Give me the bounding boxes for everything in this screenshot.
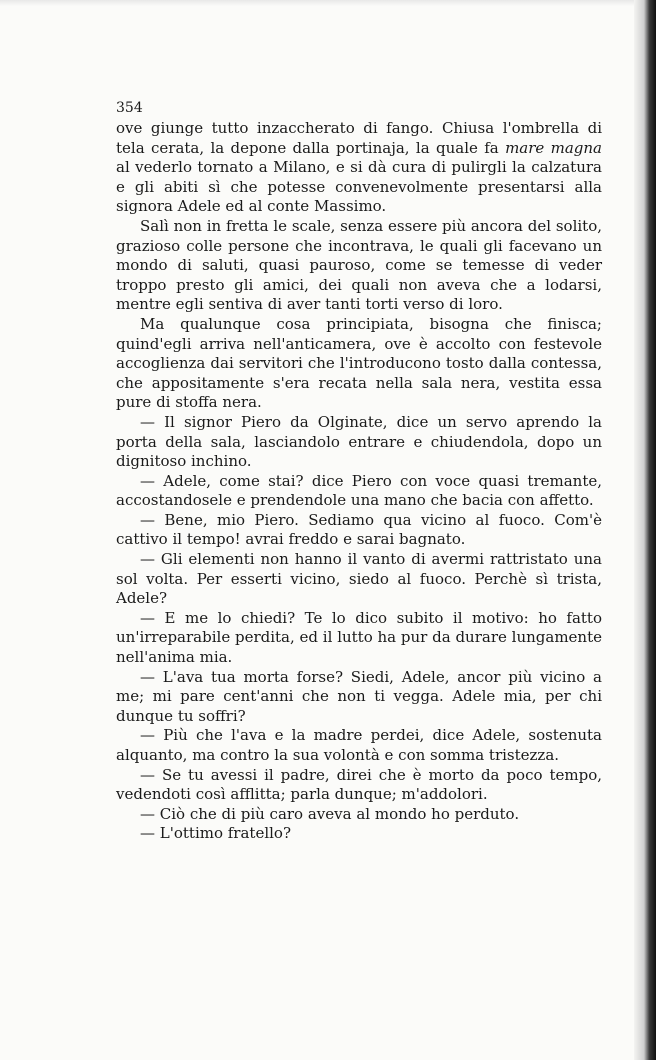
paragraph: [116, 119, 602, 217]
page-top-edge: [0, 0, 656, 6]
paragraph: [116, 766, 602, 805]
text-run: — E me lo chiedi? Te lo dico subito il motivo: ho fatto un'irreparabile perdita, ed il lutto ha pur da durare lungamente nell'anima mia.: [116, 608, 602, 667]
text-run: — Adele, come stai? dice Piero con voce quasi tremante, accostandosele e prendendole una mano che bacia con affetto.: [116, 471, 602, 510]
italic-phrase: mare magna: [505, 138, 602, 157]
paragraph: [116, 472, 602, 511]
text-run: — Gli elementi non hanno il vanto di avermi rattristato una sol volta. Per esserti vicino, siedo al fuoco. Perchè sì trista, Adele?: [116, 550, 602, 608]
paragraph: [116, 668, 602, 727]
paragraph: [116, 217, 602, 315]
text-run: — L'ava tua morta forse? Siedi, Adele, ancor più vicino a me; mi pare cent'anni che non ti vegga. Adele mia, per chi dunque tu soffri?: [116, 667, 602, 725]
page-body-text: [116, 119, 602, 844]
text-run: — Bene, mio Piero. Sediamo qua vicino al fuoco. Com'è cattivo il tempo! avrai freddo e sarai bagnato.: [116, 510, 602, 549]
paragraph: [116, 550, 602, 609]
text-run: — Se tu avessi il padre, direi che è morto da poco tempo, vedendoti così afflitta; parla dunque; m'addolori.: [116, 765, 602, 804]
paragraph: [116, 824, 602, 844]
text-run: — Il signor Piero da Olginate, dice un servo aprendo la porta della sala, lasciandolo entrare e chiudendola, dopo un dignitoso inchino.: [116, 412, 602, 471]
page-number: 354: [116, 100, 143, 116]
paragraph: [116, 805, 602, 825]
text-run: — Ciò che di più caro aveva al mondo ho perduto.: [140, 804, 520, 823]
paragraph: [116, 609, 602, 668]
text-run: ove giunge tutto inzaccherato di fango. Chiusa l'ombrella di tela cerata, la depone dalla portinaja, la quale fa: [116, 119, 602, 157]
text-run: Ma qualunque cosa principiata, bisogna che finisca; quind'egli arriva nell'anticamera, ove è accolto con festevole accoglienza dai servitori che l'introducono tosto dalla contessa, che appositamente s'era recata nella sala nera, vestita essa pure di stoffa nera.: [116, 314, 602, 412]
text-run: — L'ottimo fratello?: [140, 824, 291, 843]
paragraph: [116, 726, 602, 765]
paragraph: [116, 413, 602, 472]
text-run: — Più che l'ava e la madre perdei, dice Adele, sostenuta alquanto, ma contro la sua volontà e con somma tristezza.: [116, 726, 602, 764]
text-run: al vederlo tornato a Milano, e si dà cura di pulirgli la calzatura e gli abiti sì che potesse convenevolmente presentarsi alla signora Adele ed al conte Massimo.: [116, 158, 602, 216]
text-run: Salì non in fretta le scale, senza essere più ancora del solito, grazioso colle persone che incontrava, le quali gli facevano un mondo di saluti, quasi pauroso, come se temesse di veder troppo presto gli amici, dei quali non aveva che a lodarsi, mentre egli sentiva di aver tanti torti verso di loro.: [116, 216, 602, 314]
paragraph: [116, 511, 602, 550]
paragraph: [116, 315, 602, 413]
book-binding-edge: [634, 0, 656, 1060]
